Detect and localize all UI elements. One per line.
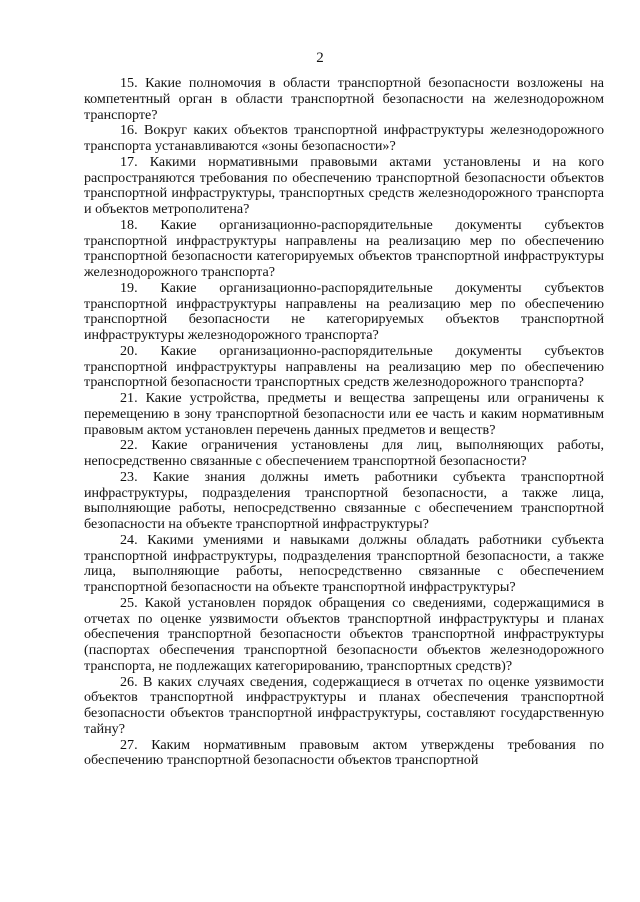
question-24: 24. Какими умениями и навыками должны обладать работники субъекта транспортной инфраструктуры, подразделения транспортной безопасности, а также лица, выполняющие работы, непосредственно связанные с обеспечением транспортной безопасности на объекте транспортной инфраструктуры? bbox=[84, 531, 604, 595]
question-27: 27. Каким нормативным правовым актом утверждены требования по обеспечению транспортной безопасности объектов транспортной bbox=[84, 736, 604, 769]
question-26: 26. В каких случаях сведения, содержащиеся в отчетах по оценке уязвимости объектов транспортной инфраструктуры и планах обеспечения транспортной безопасности объектов транспортной инфраструктуры, составляют государственную тайну? bbox=[84, 673, 604, 737]
question-18: 18. Какие организационно-распорядительные документы субъектов транспортной инфраструктуры направлены на реализацию мер по обеспечению транспортной безопасности категорируемых объектов транспортной инфраструктуры железнодорожного транспорта? bbox=[84, 216, 604, 280]
question-16: 16. Вокруг каких объектов транспортной инфраструктуры железнодорожного транспорта устанавливаются «зоны безопасности»? bbox=[84, 122, 604, 154]
page-number: 2 bbox=[316, 50, 324, 66]
question-22: 22. Какие ограничения установлены для лиц, выполняющих работы, непосредственно связанные с обеспечением транспортной безопасности? bbox=[84, 437, 604, 469]
question-list bbox=[84, 76, 604, 769]
question-25: 25. Какой установлен порядок обращения со сведениями, содержащимися в отчетах по оценке уязвимости объектов транспортной инфраструктуры и планах обеспечения транспортной безопасности объектов транспортной инфраструктуры (паспортах обеспечения транспортной безопасности объектов железнодорожного транспорта, не подлежащих категорированию, транспортных средств)? bbox=[84, 594, 604, 674]
question-23: 23. Какие знания должны иметь работники субъекта транспортной инфраструктуры, подразделения транспортной безопасности, а также лица, выполняющие работы, непосредственно связанные с обеспечением транспортной безопасности на объекте транспортной инфраструктуры? bbox=[84, 468, 604, 532]
question-15: 15. Какие полномочия в области транспортной безопасности возложены на компетентный орган в области транспортной безопасности на железнодорожном транспорте? bbox=[84, 75, 604, 123]
question-21: 21. Какие устройства, предметы и вещества запрещены или ограничены к перемещению в зону транспортной безопасности или ее часть и каким нормативным правовым актом установлен перечень данных предметов и веществ? bbox=[84, 390, 604, 438]
question-20: 20. Какие организационно-распорядительные документы субъектов транспортной инфраструктуры направлены на реализацию мер по обеспечению транспортной безопасности транспортных средств железнодорожного транспорта? bbox=[84, 342, 604, 391]
question-17: 17. Какими нормативными правовыми актами установлены и на кого распространяются требования по обеспечению транспортной безопасности объектов транспортной инфраструктуры, транспортных средств железнодорожного транспорта и объектов метрополитена? bbox=[84, 153, 604, 217]
question-19: 19. Какие организационно-распорядительные документы субъектов транспортной инфраструктуры направлены на реализацию мер по обеспечению транспортной безопасности не категорируемых объектов транспортной инфраструктуры железнодорожного транспорта? bbox=[84, 279, 604, 343]
